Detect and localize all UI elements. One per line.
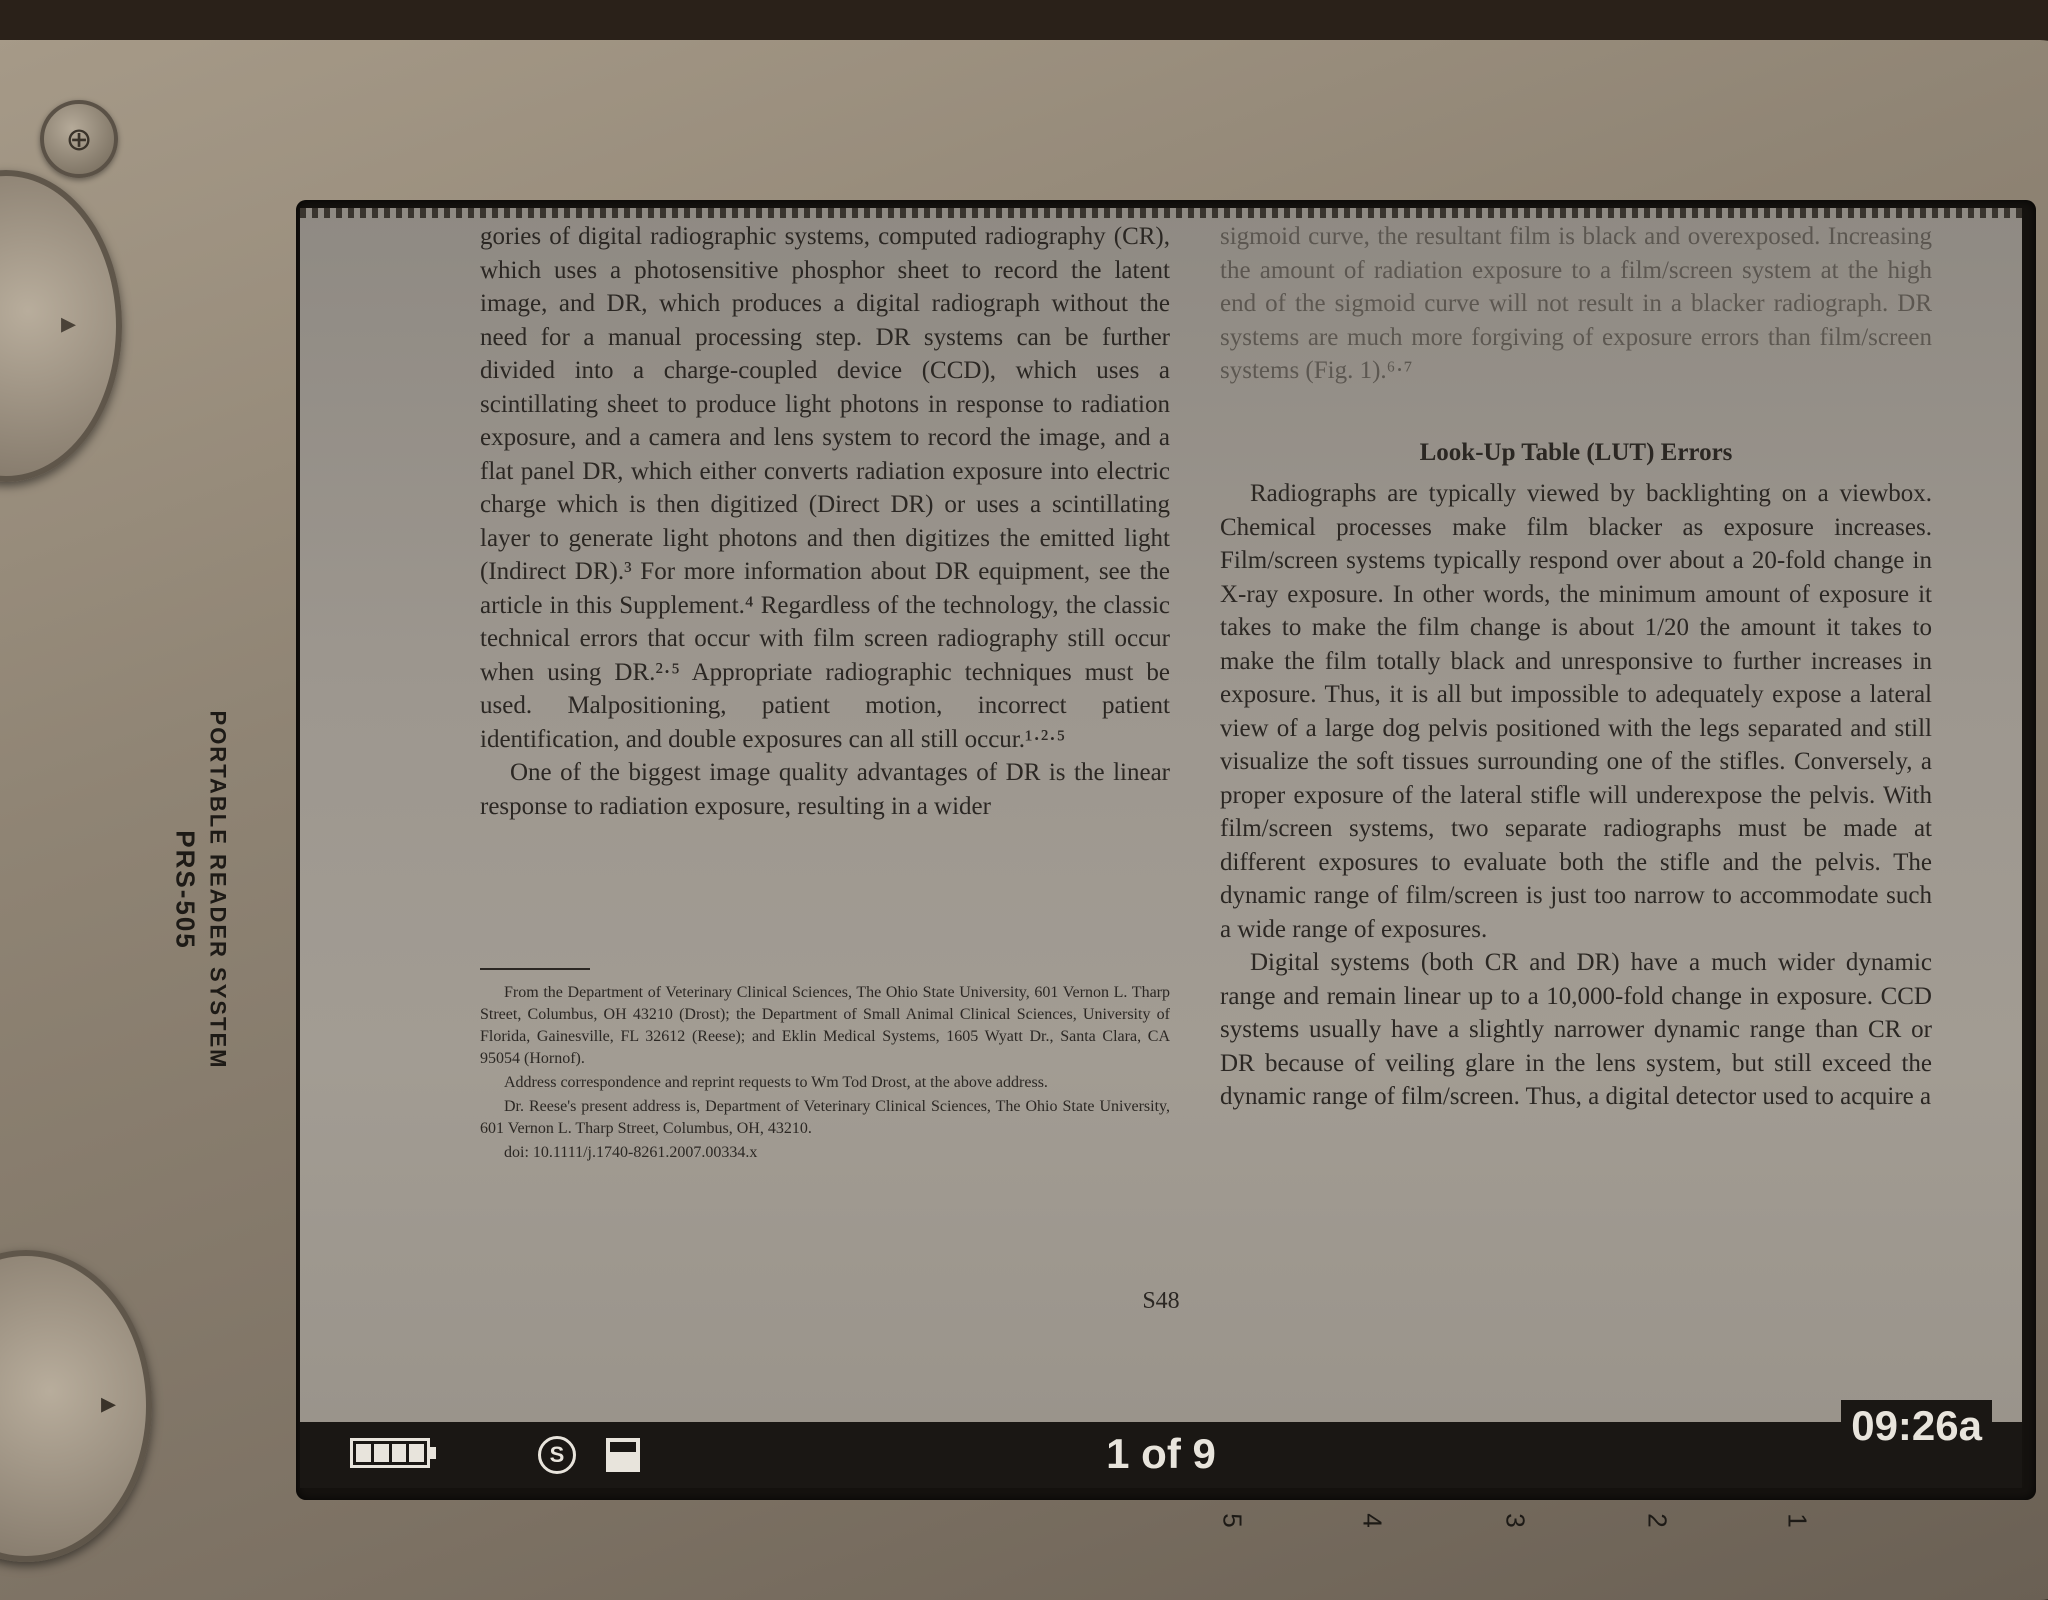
edge-number-2[interactable]: 2	[1642, 1513, 1673, 1528]
chevron-icon: ▸	[60, 306, 76, 341]
right-text-column	[1220, 220, 1932, 1114]
footnote-2: Address correspondence and reprint requests to Wm Tod Drost, at the above address.	[504, 1074, 1048, 1091]
s-icon-label: S	[549, 1442, 565, 1467]
footnote-1: From the Department of Veterinary Clinical Sciences, The Ohio State University, 601 Vernon L. Tharp Street, Columbus, OH 43210 (Drost); the Department of Small Animal Clinical Sciences, University of Florida, Gainesville, FL 32612 (Reese); and Eklin Medical Systems, 1605 Wyatt Dr., Santa Clara, CA 95054 (Hornof).	[480, 984, 1170, 1067]
footnote-4: doi: 10.1111/j.1740-8261.2007.00334.x	[504, 1144, 758, 1161]
right-paragraph-1: Radiographs are typically viewed by backlighting on a viewbox. Chemical processes make film blacker as exposure increases. Film/screen systems typically respond over about a 20-fold change in X-ray exposure. In other words, the minimum amount of exposure it takes to make the film change is about 1/20 the amount it takes to make the film totally black and unresponsive to further increases in exposure. Thus, it is all but impossible to adequately expose a lateral view of a large dog pelvis positioned with the legs separated and still visualize the soft tissues surrounding one of the stifles. Conversely, a proper exposure of the lateral stifle will underexpose the pelvis. With film/screen systems, two separate radiographs must be made at different exposures to evaluate both the stifle and the pelvis. The dynamic range of film/screen is just too narrow to accommodate such a wide range of exposures.	[1220, 480, 1932, 943]
left-text-column	[480, 220, 1170, 823]
magnifier-icon: ⊕	[65, 120, 93, 158]
edge-number-4[interactable]: 4	[1357, 1513, 1388, 1528]
left-paragraph-2: One of the biggest image quality advantages of DR is the linear response to radiation exposure, resulting in a wider	[480, 759, 1170, 820]
next-page-arrow-icon: ▸	[100, 1386, 116, 1421]
zoom-button[interactable]	[40, 100, 118, 178]
footnote-rule	[480, 968, 590, 970]
device-label-line1: PORTABLE READER SYSTEM	[205, 710, 231, 1070]
page-number: S48	[1142, 1288, 1180, 1314]
edge-number-1[interactable]: 1	[1782, 1513, 1813, 1528]
top-dashed-border	[300, 208, 2022, 218]
right-top-paragraph: sigmoid curve, the resultant film is black and overexposed. Increasing the amount of radiation exposure to a film/screen system at the high end of the sigmoid curve will not result in a blacker radiograph. DR systems are much more forgiving of exposure errors than film/screen systems (Fig. 1).⁶·⁷	[1220, 223, 1932, 384]
device-model-label	[150, 700, 250, 1080]
edge-number-5[interactable]: 5	[1217, 1513, 1248, 1528]
footnotes	[480, 968, 1170, 1166]
section-heading: Look-Up Table (LUT) Errors	[1419, 438, 1733, 466]
clock: 09:26a	[1841, 1400, 1992, 1450]
reader-screen	[300, 208, 2022, 1424]
edge-number-3[interactable]: 3	[1500, 1513, 1531, 1528]
left-paragraph-1: gories of digital radiographic systems, computed radiography (CR), which uses a photosensitive phosphor sheet to record the latent image, and DR, which produces a digital radiograph without the need for a manual processing step. DR systems can be further divided into a charge-coupled device (CCD), which uses a scintillating sheet to produce light photons in response to radiation exposure, and a camera and lens system to record the image, and a flat panel DR, which either converts radiation exposure into electric charge which is then digitized (Direct DR) or uses a scintillating layer to generate light photons and then digitizes the emitted light (Indirect DR).³ For more information about DR equipment, see the article in this Supplement.⁴ Regardless of the technology, the classic technical errors that occur with film screen radiography still occur when using DR.²·⁵ Appropriate radiographic techniques must be used. Malpositioning, patient motion, incorrect patient identification, and double exposures can all still occur.¹·²·⁵	[480, 223, 1170, 753]
status-bar	[300, 1402, 2022, 1488]
right-paragraph-2: Digital systems (both CR and DR) have a much wider dynamic range and remain linear up to a 10,000-fold change in exposure. CCD systems usually have a slightly narrower dynamic range than CR or DR because of veiling glare in the lens system, but still exceed the dynamic range of film/screen. Thus, a digital detector used to acquire a	[1220, 949, 1932, 1110]
page-indicator: 1 of 9	[1106, 1430, 1216, 1477]
footnote-3: Dr. Reese's present address is, Department of Veterinary Clinical Sciences, The Ohio State University, 601 Vernon L. Tharp Street, Columbus, OH, 43210.	[480, 1098, 1170, 1137]
device-label-line2: PRS-505	[170, 830, 201, 950]
